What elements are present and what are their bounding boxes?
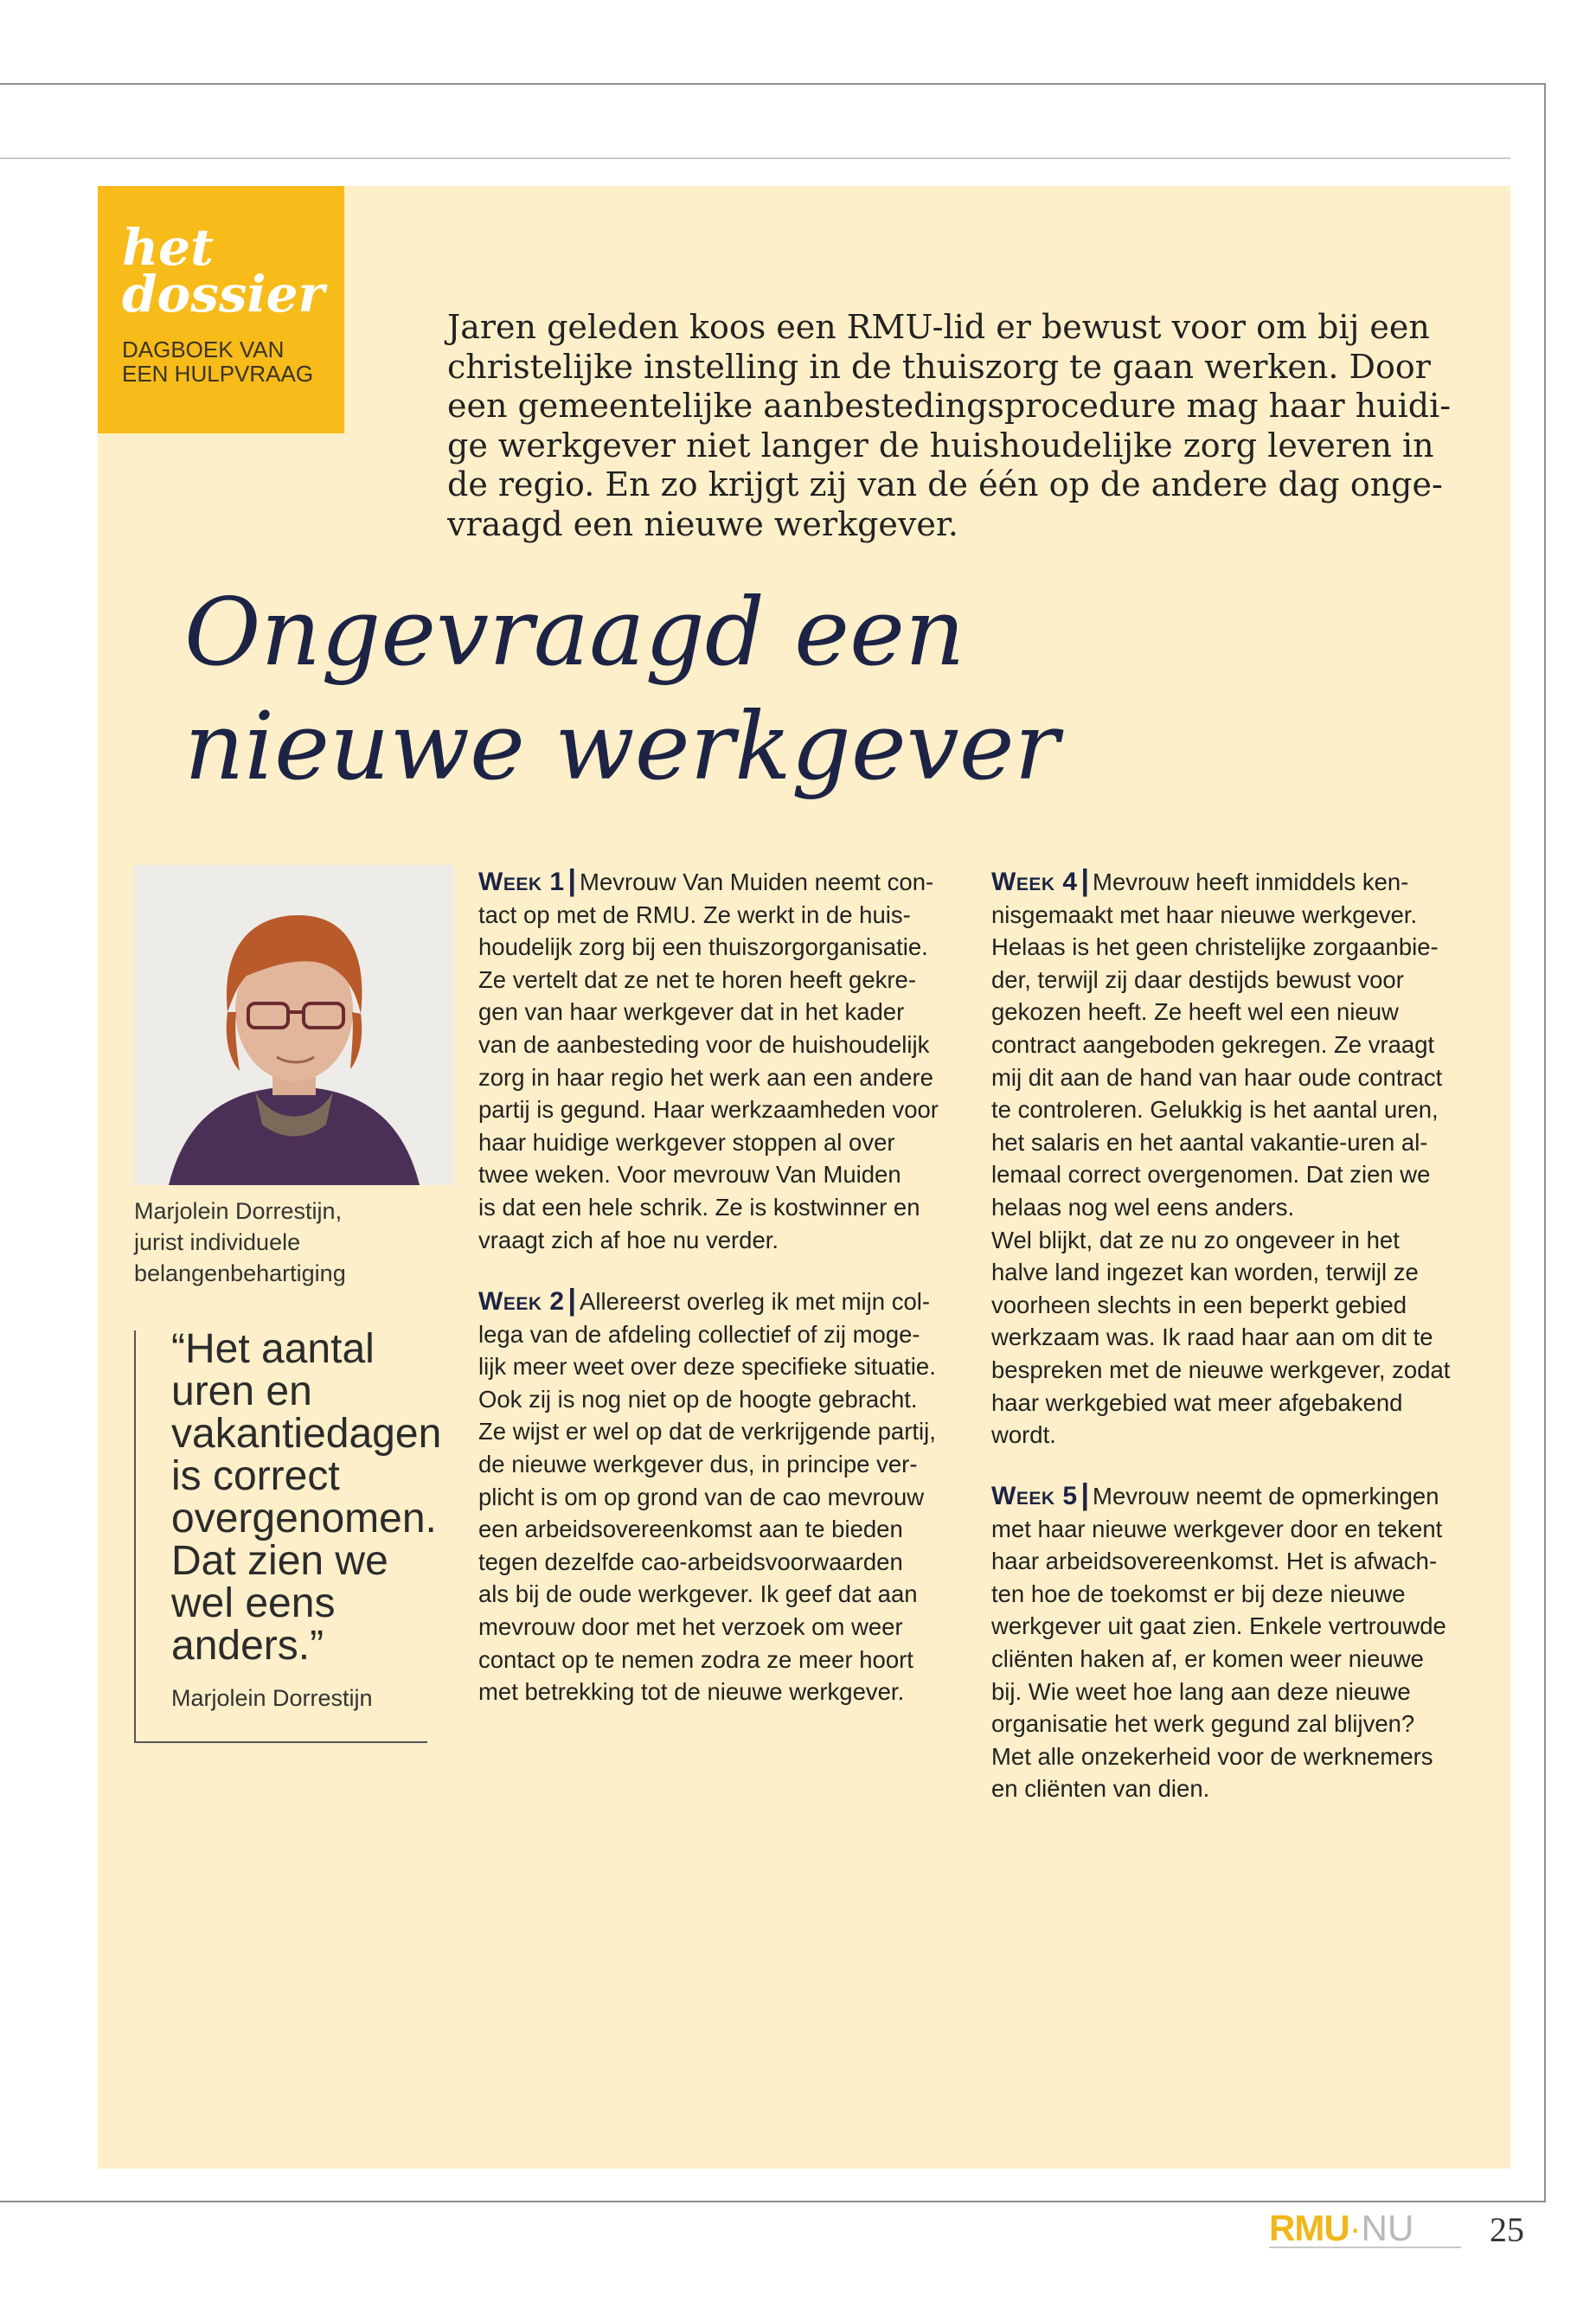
week-4-line: Helaas is het geen christelijke zorgaanbie- (991, 933, 1439, 961)
logo-underline (1269, 2247, 1461, 2248)
week-4-line: werkzaam was. Ik raad haar aan om dit te (991, 1324, 1433, 1351)
week-separator: | (567, 1284, 577, 1317)
week-2-line: tegen dezelfde cao-arbeidsvoorwaarden (478, 1548, 903, 1575)
tag-dossier: dossier (122, 265, 325, 324)
week-5-line: ten hoe de toekomst er bij deze nieuwe (991, 1580, 1406, 1607)
week-4-line: bespreken met de nieuwe werkgever, zodat (991, 1356, 1451, 1383)
week-1-line: zorg in haar regio het werk aan een andere (478, 1063, 933, 1091)
week-4-line: helaas nog wel eens anders. (991, 1193, 1295, 1221)
week-5-label: Week 5 (991, 1482, 1078, 1510)
title-line-2: nieuwe werkgever (184, 693, 1060, 801)
week-5-text: Mevrouw neemt de opmerkingen (1093, 1483, 1439, 1509)
page-frame-bottom-line (0, 2201, 1546, 2202)
week-2-line: contact op te nemen zodra ze meer hoort (478, 1645, 913, 1673)
week-4-line: halve land ingezet kan worden, terwijl ze (991, 1259, 1419, 1286)
week-5-section (991, 1479, 1484, 1805)
quote-line: uren en (171, 1368, 312, 1414)
week-1-line: is dat een hele schrik. Ze is kostwinner en (478, 1193, 920, 1221)
week-4-line: Wel blijkt, dat ze nu zo ongeveer in het (991, 1226, 1400, 1253)
title-line-1: Ongevraagd een (184, 579, 965, 687)
quote-author: Marjolein Dorrestijn (171, 1685, 373, 1711)
author-photo (134, 865, 454, 1185)
week-4-line: contract aangeboden gekregen. Ze vraagt (991, 1030, 1435, 1058)
logo-dot: · (1349, 2208, 1362, 2248)
quote-line: wel eens (171, 1580, 336, 1626)
week-1-line: houdelijk zorg bij een thuiszorgorganisatie. (478, 933, 928, 961)
week-4-line: wordt. (991, 1421, 1056, 1449)
week-5-line: bij. Wie weet hoe lang aan deze nieuwe (991, 1677, 1411, 1705)
quote-line: overgenomen. (171, 1496, 437, 1541)
article-title (184, 576, 1395, 804)
rmu-nu-logo (1269, 2208, 1413, 2249)
week-4-section (991, 865, 1484, 1452)
week-separator: | (567, 864, 577, 897)
week-1-label: Week 1 (478, 868, 565, 896)
week-1-text: Mevrouw Van Muiden neemt con- (580, 868, 934, 895)
tag-het: het (122, 218, 214, 277)
week-1-first-line (478, 865, 971, 899)
week-2-line: lijk meer weet over deze specifieke situatie. (478, 1353, 936, 1381)
week-4-line: nisgemaakt met haar nieuwe werkgever. (991, 901, 1418, 928)
caption-line: Marjolein Dorrestijn, (134, 1198, 343, 1224)
week-5-first-line (991, 1479, 1484, 1513)
week-2-text: Allereerst overleg ik met mijn col- (580, 1288, 931, 1315)
week-2-line: als bij de oude werkgever. Ik geef dat aan (478, 1580, 918, 1608)
week-1-section (478, 865, 971, 1256)
week-2-line: Ook zij is nog niet op de hoogte gebracht. (478, 1385, 918, 1413)
week-1-line: van de aanbesteding voor de huishoudelijk (478, 1030, 930, 1058)
intro-paragraph (447, 308, 1452, 544)
header-rule (0, 157, 1510, 159)
week-5-line: werkgever uit gaat zien. Enkele vertrouwde (991, 1612, 1446, 1640)
week-separator: | (1080, 1478, 1090, 1511)
week-1-line: tact op met de RMU. Ze werkt in de huis- (478, 901, 911, 928)
intro-line: Jaren geleden koos een RMU-lid er bewust voor om bij een (447, 308, 1430, 346)
intro-line: de regio. En zo krijgt zij van de één op de andere dag onge- (447, 465, 1443, 503)
page-frame-right-line (1544, 83, 1546, 2202)
week-2-section (478, 1285, 971, 1708)
week-1-line: gen van haar werkgever dat in het kader (478, 998, 905, 1026)
week-2-line: een arbeidsovereenkomst aan te bieden (478, 1516, 903, 1543)
week-5-line: Met alle onzekerheid voor de werknemers (991, 1742, 1433, 1770)
week-4-line: der, terwijl zij daar destijds bewust voor (991, 965, 1404, 993)
week-4-line: lemaal correct overgenomen. Dat zien we (991, 1161, 1431, 1189)
week-4-label: Week 4 (991, 868, 1078, 896)
week-2-line: plicht is om op grond van de cao mevrouw (478, 1483, 925, 1510)
week-1-line: vraagt zich af hoe nu verder. (478, 1226, 779, 1253)
week-2-line: Ze wijst er wel op dat de verkrijgende partij, (478, 1418, 936, 1445)
intro-line: christelijke instelling in de thuiszorg te gaan werken. Door (447, 347, 1431, 386)
week-1-line: haar huidige werkgever stoppen al over (478, 1128, 895, 1156)
week-4-line: mij dit aan de hand van haar oude contract (991, 1063, 1443, 1091)
week-1-line: Ze vertelt dat ze net te horen heeft gekre- (478, 965, 916, 993)
week-2-line: met betrekking tot de nieuwe werkgever. (478, 1678, 905, 1706)
logo-nu-text: NU (1361, 2208, 1414, 2248)
week-2-line: lega van de afdeling collectief of zij moge- (478, 1320, 920, 1348)
week-2-first-line (478, 1285, 971, 1318)
dossier-tag (98, 186, 344, 433)
week-2-line: mevrouw door met het verzoek om weer (478, 1612, 903, 1640)
week-4-text: Mevrouw heeft inmiddels ken- (1093, 868, 1409, 895)
week-2-line: de nieuwe werkgever dus, in principe ver- (478, 1450, 918, 1477)
week-1-line: partij is gegund. Haar werkzaamheden voor (478, 1096, 939, 1124)
week-5-line: organisatie het werk gegund zal blijven? (991, 1710, 1415, 1738)
portrait-illustration (134, 865, 454, 1185)
tag-subtitle-1: DAGBOEK VAN (122, 336, 285, 362)
page-frame-top-line (0, 83, 1546, 85)
week-5-line: cliënten haken af, er komen weer nieuwe (991, 1644, 1424, 1672)
week-1-line: twee weken. Voor mevrouw Van Muiden (478, 1161, 901, 1189)
week-2-label: Week 2 (478, 1287, 565, 1316)
week-4-line: voorheen slechts in een beperkt gebied (991, 1291, 1407, 1318)
caption-line: jurist individuele (134, 1229, 301, 1255)
quote-line: anders.” (171, 1623, 324, 1669)
quote-line: Dat zien we (171, 1538, 388, 1584)
pull-quote (171, 1328, 465, 1667)
week-4-line: te controleren. Gelukkig is het aantal uren, (991, 1096, 1439, 1124)
intro-line: vraagd een nieuwe werkgever. (447, 504, 958, 543)
week-5-line: en cliënten van dien. (991, 1775, 1210, 1803)
logo-rmu-text: RMU (1269, 2208, 1349, 2248)
page-number: 25 (1490, 2210, 1524, 2249)
quote-line: “Het aantal (171, 1326, 375, 1372)
week-4-first-line (991, 865, 1484, 899)
tag-subtitle-2: EEN HULPVRAAG (122, 361, 314, 387)
week-4-line: gekozen heeft. Ze heeft wel een nieuw (991, 998, 1399, 1026)
quote-line: vakantiedagen (171, 1411, 442, 1457)
intro-line: een gemeentelijke aanbestedingsprocedure mag haar huidi- (447, 387, 1452, 425)
week-4-line: het salaris en het aantal vakantie-uren al- (991, 1128, 1428, 1156)
caption-line: belangenbehartiging (134, 1260, 346, 1286)
week-separator: | (1080, 864, 1090, 897)
week-5-line: haar arbeidsovereenkomst. Het is afwach- (991, 1548, 1438, 1575)
quote-line: is correct (171, 1453, 340, 1499)
photo-caption (134, 1195, 454, 1289)
week-5-line: met haar nieuwe werkgever door en tekent (991, 1515, 1443, 1542)
intro-line: ge werkgever niet langer de huishoudelijke zorg leveren in (447, 426, 1434, 465)
week-4-line: haar werkgebied wat meer afgebakend (991, 1388, 1403, 1416)
